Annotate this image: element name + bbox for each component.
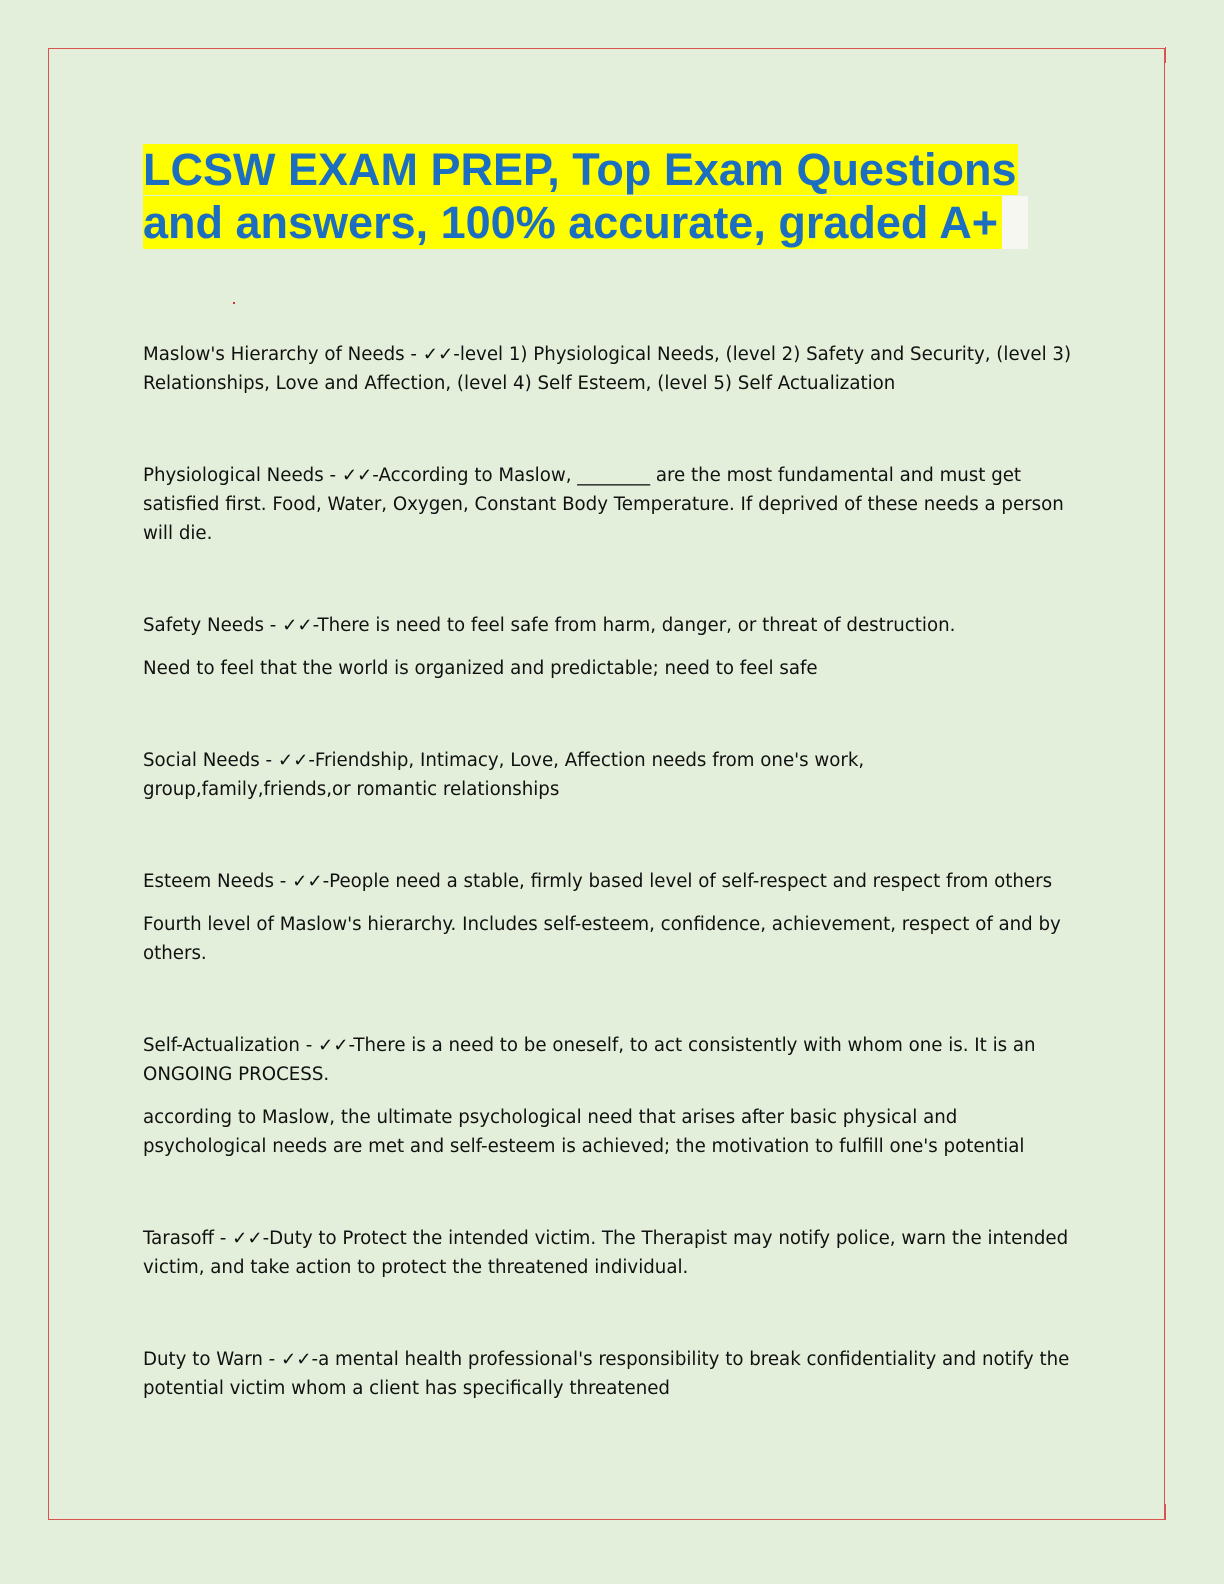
qa-extra-safety-needs: Need to feel that the world is organized and predictable; need to feel safe xyxy=(143,658,818,679)
qa-entry-social-needs xyxy=(143,746,1073,804)
qa-entry-maslow-hierarchy xyxy=(143,340,1073,398)
double-check-icon: ✓✓ xyxy=(422,344,454,365)
double-check-icon: ✓✓ xyxy=(277,750,309,771)
double-check-icon: ✓✓ xyxy=(318,1035,349,1056)
answer: -There is a need to be oneself, to act consistently with whom one is. It is an ONGOING PROCESS. xyxy=(143,1035,1036,1085)
qa-entry-duty-to-warn xyxy=(143,1345,1073,1403)
answer: -According to Maslow, ________ are the most fundamental and must get satisfied first. Food, Water, Oxygen, Constant Body Temperature. If deprived of these needs a person will die. xyxy=(143,465,1064,544)
answer: -People need a stable, firmly based level of self-respect and respect from others xyxy=(322,871,1053,892)
qa-extra-self-actualization: according to Maslow, the ultimate psychological need that arises after basic physical and psychological needs are met and self-esteem is achieved; the motivation to fulfill one's potential xyxy=(143,1107,1025,1157)
term: Self-Actualization - xyxy=(143,1035,319,1056)
answer: -Duty to Protect the intended victim. The Therapist may notify police, warn the intended victim, and take action to protect the threatened individual. xyxy=(143,1228,1069,1278)
title-line-2: and answers, 100% accurate, graded A+ xyxy=(143,197,998,248)
document-title xyxy=(143,143,1073,249)
term: Social Needs - xyxy=(143,750,278,771)
qa-entry-safety-needs xyxy=(143,611,1073,640)
answer: -Friendship, Intimacy, Love, Affection needs from one's work, group,family,friends,or romantic relationships xyxy=(143,750,865,800)
qa-entry-physiological-needs xyxy=(143,461,1073,548)
double-check-icon: ✓✓ xyxy=(232,1228,263,1249)
answer: -a mental health professional's responsibility to break confidentiality and notify the potential victim whom a client has specifically threatened xyxy=(143,1349,1070,1399)
title-line-1: LCSW EXAM PREP, Top Exam Questions xyxy=(143,144,1017,195)
double-check-icon: ✓✓ xyxy=(281,1349,312,1370)
term: Maslow's Hierarchy of Needs - xyxy=(143,344,423,365)
page-border-tick-bottom xyxy=(1165,1504,1166,1520)
answer: -level 1) Physiological Needs, (level 2) Safety and Security, (level 3) Relationships, Love and Affection, (level 4) Self Esteem, (level 5) Self Actualization xyxy=(143,344,1072,394)
term: Physiological Needs - xyxy=(143,465,342,486)
term: Tarasoff - xyxy=(143,1228,233,1249)
qa-extra-esteem-needs: Fourth level of Maslow's hierarchy. Includes self-esteem, confidence, achievement, respect of and by others. xyxy=(143,914,1061,964)
term: Duty to Warn - xyxy=(143,1349,282,1370)
term: Esteem Needs - xyxy=(143,871,293,892)
qa-entry-esteem-needs xyxy=(143,867,1073,896)
double-check-icon: ✓✓ xyxy=(282,615,313,636)
double-check-icon: ✓✓ xyxy=(292,871,323,892)
qa-entry-tarasoff xyxy=(143,1224,1073,1282)
stray-mark xyxy=(233,302,235,304)
term: Safety Needs - xyxy=(143,615,283,636)
page-border-tick-top xyxy=(1165,47,1166,63)
answer: -There is need to feel safe from harm, danger, or threat of destruction. xyxy=(312,615,956,636)
double-check-icon: ✓✓ xyxy=(341,465,373,486)
qa-list xyxy=(143,340,1073,1403)
qa-entry-self-actualization xyxy=(143,1031,1073,1089)
